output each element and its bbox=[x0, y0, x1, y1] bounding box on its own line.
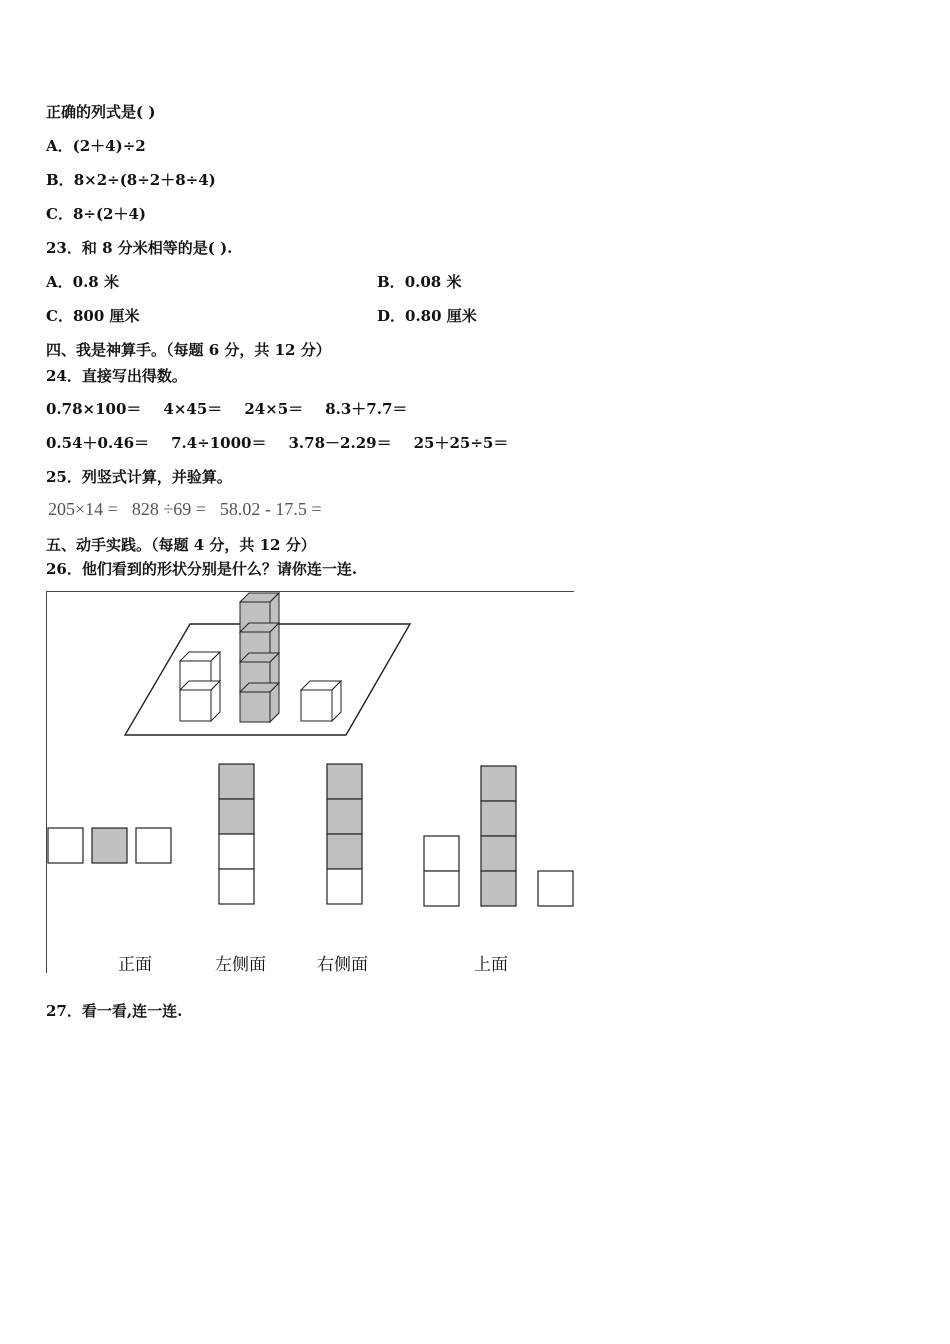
q23-option-b: B．0.08 米 bbox=[377, 273, 462, 291]
view-square bbox=[327, 834, 362, 869]
view-square bbox=[327, 799, 362, 834]
q22-option-b: B．8×2÷(8÷2＋8÷4) bbox=[46, 171, 216, 189]
label-front: 正面 bbox=[118, 955, 152, 973]
expression: 828 ÷69 = bbox=[131, 499, 206, 519]
view-square bbox=[481, 801, 516, 836]
view-square bbox=[219, 869, 254, 904]
label-right-side: 右侧面 bbox=[317, 955, 368, 973]
calc-item: 4×45＝ bbox=[163, 400, 223, 418]
label-left-side: 左侧面 bbox=[215, 955, 266, 973]
view-square bbox=[92, 828, 127, 863]
calc-item: 25＋25÷5＝ bbox=[413, 434, 509, 452]
calc-item: 3.78－2.29＝ bbox=[288, 434, 392, 452]
expression: 58.02 - 17.5 = bbox=[219, 499, 322, 519]
view-square bbox=[481, 766, 516, 801]
cube bbox=[240, 683, 279, 722]
section5-title: 五、动手实践。（每题 4 分，共 12 分） bbox=[46, 536, 316, 554]
label-top: 上面 bbox=[474, 955, 508, 973]
view-square bbox=[424, 836, 459, 871]
view-square bbox=[219, 764, 254, 799]
cube bbox=[180, 681, 220, 721]
q25-expressions bbox=[48, 499, 336, 520]
q23-option-a: A．0.8 米 bbox=[46, 273, 119, 291]
view-square bbox=[136, 828, 171, 863]
q24-row2 bbox=[46, 433, 530, 453]
calc-item: 0.78×100＝ bbox=[46, 400, 142, 418]
calc-item: 0.54＋0.46＝ bbox=[46, 434, 150, 452]
cube bbox=[301, 681, 341, 721]
q26-figure bbox=[46, 591, 574, 973]
q22-stem: 正确的列式是( ) bbox=[46, 103, 156, 121]
q23-option-c: C．800 厘米 bbox=[46, 307, 140, 325]
view-square bbox=[48, 828, 83, 863]
view-square bbox=[481, 871, 516, 906]
q22-option-c: C．8÷(2＋4) bbox=[46, 205, 147, 223]
view-square bbox=[219, 799, 254, 834]
calc-item: 8.3＋7.7＝ bbox=[325, 400, 408, 418]
section4-title: 四、我是神算手。（每题 6 分，共 12 分） bbox=[46, 341, 331, 359]
q23-option-d: D．0.80 厘米 bbox=[377, 307, 477, 325]
calc-item: 7.4÷1000＝ bbox=[171, 434, 267, 452]
view-square bbox=[327, 869, 362, 904]
q26-stem: 26．他们看到的形状分别是什么？请你连一连. bbox=[46, 560, 358, 578]
q23-stem: 23．和 8 分米相等的是( ). bbox=[46, 239, 233, 257]
calc-item: 24×5＝ bbox=[244, 400, 304, 418]
cube-views-diagram bbox=[46, 591, 574, 973]
q25-stem: 25．列竖式计算，并验算。 bbox=[46, 468, 232, 486]
view-square bbox=[538, 871, 573, 906]
view-square bbox=[481, 836, 516, 871]
view-square bbox=[219, 834, 254, 869]
q22-option-a: A．(2＋4)÷2 bbox=[46, 137, 146, 155]
expression: 205×14 = bbox=[48, 499, 118, 519]
q27-stem: 27．看一看,连一连. bbox=[46, 1002, 183, 1020]
view-square bbox=[327, 764, 362, 799]
view-square bbox=[424, 871, 459, 906]
q24-row1 bbox=[46, 399, 429, 419]
q24-stem: 24．直接写出得数。 bbox=[46, 367, 187, 385]
